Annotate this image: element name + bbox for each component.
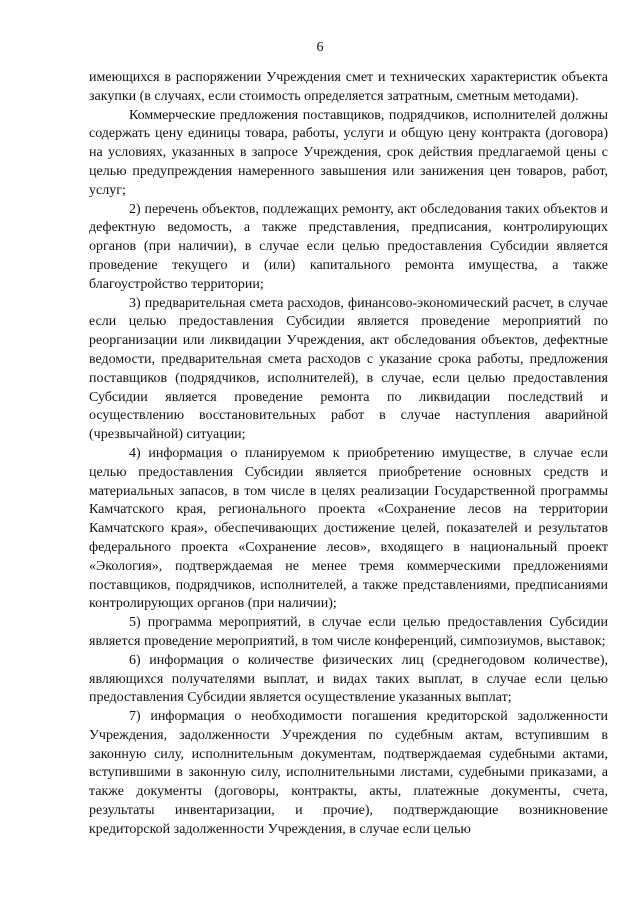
paragraph-commercial-offers: Коммерческие предложения поставщиков, подрядчиков, исполнителей должны содержать цену единицы товара, работы, услуги и общую цену контракта (договора) на условиях, указанных в запросе Учреждения, срок действия предлагаемой цены с целью предупреждения намеренного завышения или занижения цен товаров, работ, услуг;: [89, 107, 608, 198]
paragraph-item-4: 4) информация о планируемом к приобретению имуществе, в случае если целью предоставления Субсидии является приобретение основных средств и материальных запасов, в том числе в целях реализации Государственной программы Камчатского края, регионального проекта «Сохранение лесов на территории Камчатского края», обеспечивающих достижение целей, показателей и результатов федерального проекта «Сохранение лесов», входящего в национальный проект «Экология», подтверждаемая не менее тремя коммерческими предложениями поставщиков, подрядчиков, исполнителей, а также представлениями, предписаниями контролирующих органов (при наличии);: [89, 445, 608, 612]
paragraph-item-3: 3) предварительная смета расходов, финансово-экономический расчет, в случае если целью предоставления Субсидии является проведение мероприятий по реорганизации или ликвидации Учреждения, акт обследования объектов, дефектные ведомости, предварительная смета расходов с указание срока работы, предложения поставщиков (подрядчиков, исполнителей), в случае, если целью предоставления Субсидии является проведение ремонта по ликвидации последствий и осуществлению восстановительных работ в случае наступления аварийной (чрезвычайной) ситуации;: [89, 295, 608, 443]
paragraph-item-7: 7) информация о необходимости погашения кредиторской задолженности Учреждения, задолженности Учреждения по судебным актам, вступившим в законную силу, исполнительным документам, подтверждаемая судебными актами, вступившими в законную силу, исполнительными листами, судебными приказами, а также документы (договоры, контракты, акты, платежные документы, счета, результаты инвентаризации, и прочие), подтверждающие возникновение кредиторской задолженности Учреждения, в случае если целью: [89, 709, 608, 837]
paragraph-item-2: 2) перечень объектов, подлежащих ремонту, акт обследования таких объектов и дефектную ведомость, а также представления, предписания, контролирующих органов (при наличии), в случае если целью предоставления Субсидии является проведение текущего и (или) капитального ремонта имущества, а также благоустройство территории;: [89, 201, 608, 292]
page-number: 6: [316, 40, 324, 55]
paragraph-item-5: 5) программа мероприятий, в случае если целью предоставления Субсидии является проведение мероприятий, в том числе конференций, симпозиумов, выставок;: [89, 615, 608, 649]
paragraph-item-6: 6) информация о количестве физических лиц (среднегодовом количестве), являющихся получателями выплат, и видах таких выплат, в случае если целью предоставления Субсидии является осуществление указанных выплат;: [89, 652, 608, 706]
body-text: [89, 69, 608, 840]
paragraph-continuation: имеющихся в распоряжении Учреждения смет и технических характеристик объекта закупки (в случаях, если стоимость определяется затратным, сметным методами).: [89, 70, 608, 104]
